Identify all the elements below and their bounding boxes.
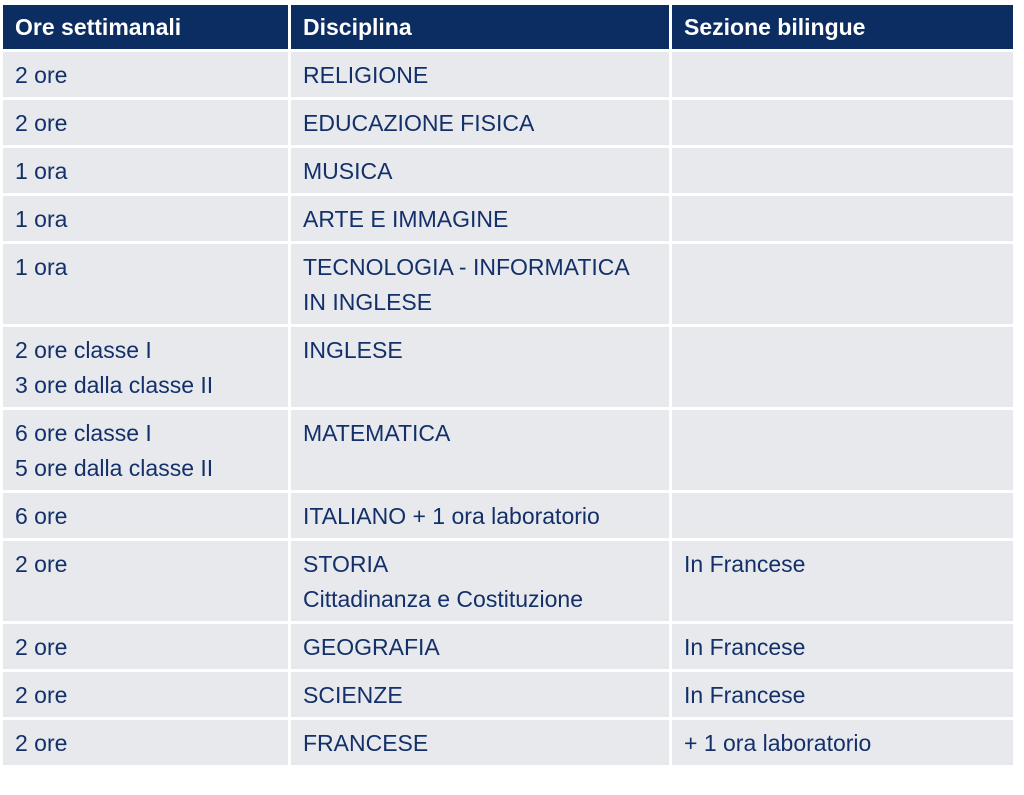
cell-text-line: Cittadinanza e Costituzione (303, 586, 583, 612)
cell-text-line: FRANCESE (303, 730, 429, 756)
table-row (3, 327, 1013, 407)
cell-disciplina (291, 624, 669, 669)
cell-sezione-bilingue (672, 244, 1013, 324)
cell-text-line: 2 ore (15, 551, 68, 577)
cell-text-line: In Francese (684, 551, 806, 577)
cell-text-line: 1 ora (15, 206, 68, 232)
header-disciplina: Disciplina (291, 5, 669, 49)
cell-text-line: MATEMATICA (303, 420, 451, 446)
cell-disciplina (291, 196, 669, 241)
cell-sezione-bilingue (672, 720, 1013, 765)
cell-text-line: GEOGRAFIA (303, 634, 440, 660)
cell-text-line: MUSICA (303, 158, 393, 184)
cell-sezione-bilingue (672, 327, 1013, 407)
cell-text-line: 2 ore (15, 682, 68, 708)
cell-ore (3, 52, 288, 97)
cell-text-line: 1 ora (15, 158, 68, 184)
cell-sezione-bilingue (672, 148, 1013, 193)
cell-text-line: 2 ore (15, 110, 68, 136)
cell-sezione-bilingue (672, 196, 1013, 241)
cell-ore (3, 100, 288, 145)
cell-sezione-bilingue (672, 493, 1013, 538)
table-row (3, 196, 1013, 241)
cell-ore (3, 244, 288, 324)
cell-text-line: 2 ore (15, 730, 68, 756)
cell-text-line: 6 ore classe I (15, 420, 152, 446)
cell-text-line: 2 ore (15, 634, 68, 660)
table-row (3, 148, 1013, 193)
cell-sezione-bilingue (672, 52, 1013, 97)
cell-disciplina (291, 327, 669, 407)
cell-text-line: 3 ore dalla classe II (15, 372, 214, 398)
table-row (3, 624, 1013, 669)
cell-sezione-bilingue (672, 672, 1013, 717)
cell-text-line: SCIENZE (303, 682, 403, 708)
cell-disciplina (291, 244, 669, 324)
cell-text-line: EDUCAZIONE FISICA (303, 110, 535, 136)
cell-ore (3, 720, 288, 765)
cell-text-line: 5 ore dalla classe II (15, 455, 214, 481)
table-row (3, 672, 1013, 717)
cell-text-line: In Francese (684, 682, 806, 708)
table-row (3, 100, 1013, 145)
table-row (3, 410, 1013, 490)
table-header (3, 5, 1013, 49)
cell-disciplina (291, 541, 669, 621)
cell-sezione-bilingue (672, 624, 1013, 669)
header-sezione-bilingue: Sezione bilingue (672, 5, 1013, 49)
cell-text-line: IN INGLESE (303, 289, 433, 315)
cell-disciplina (291, 100, 669, 145)
cell-text-line: ARTE E IMMAGINE (303, 206, 509, 232)
schedule-table (0, 2, 1016, 768)
table-row (3, 244, 1013, 324)
cell-sezione-bilingue (672, 541, 1013, 621)
table-row (3, 52, 1013, 97)
table-row (3, 720, 1013, 765)
cell-text-line: ITALIANO + 1 ora laboratorio (303, 503, 600, 529)
cell-text-line: + 1 ora laboratorio (684, 730, 872, 756)
cell-text-line: 2 ore classe I (15, 337, 152, 363)
header-ore-settimanali: Ore settimanali (3, 5, 288, 49)
table-row (3, 541, 1013, 621)
cell-sezione-bilingue (672, 410, 1013, 490)
cell-ore (3, 148, 288, 193)
cell-text-line: 2 ore (15, 62, 68, 88)
table-body (3, 52, 1013, 765)
cell-ore (3, 624, 288, 669)
cell-disciplina (291, 52, 669, 97)
cell-ore (3, 327, 288, 407)
cell-disciplina (291, 720, 669, 765)
cell-ore (3, 672, 288, 717)
cell-sezione-bilingue (672, 100, 1013, 145)
cell-text-line: INGLESE (303, 337, 403, 363)
cell-ore (3, 196, 288, 241)
cell-ore (3, 541, 288, 621)
table-row (3, 493, 1013, 538)
cell-disciplina (291, 410, 669, 490)
cell-disciplina (291, 148, 669, 193)
cell-text-line: STORIA (303, 551, 389, 577)
cell-ore (3, 493, 288, 538)
cell-text-line: 1 ora (15, 254, 68, 280)
cell-disciplina (291, 493, 669, 538)
cell-text-line: RELIGIONE (303, 62, 429, 88)
cell-text-line: TECNOLOGIA - INFORMATICA (303, 254, 630, 280)
cell-text-line: 6 ore (15, 503, 68, 529)
cell-disciplina (291, 672, 669, 717)
cell-ore (3, 410, 288, 490)
header-row (3, 5, 1013, 49)
cell-text-line: In Francese (684, 634, 806, 660)
